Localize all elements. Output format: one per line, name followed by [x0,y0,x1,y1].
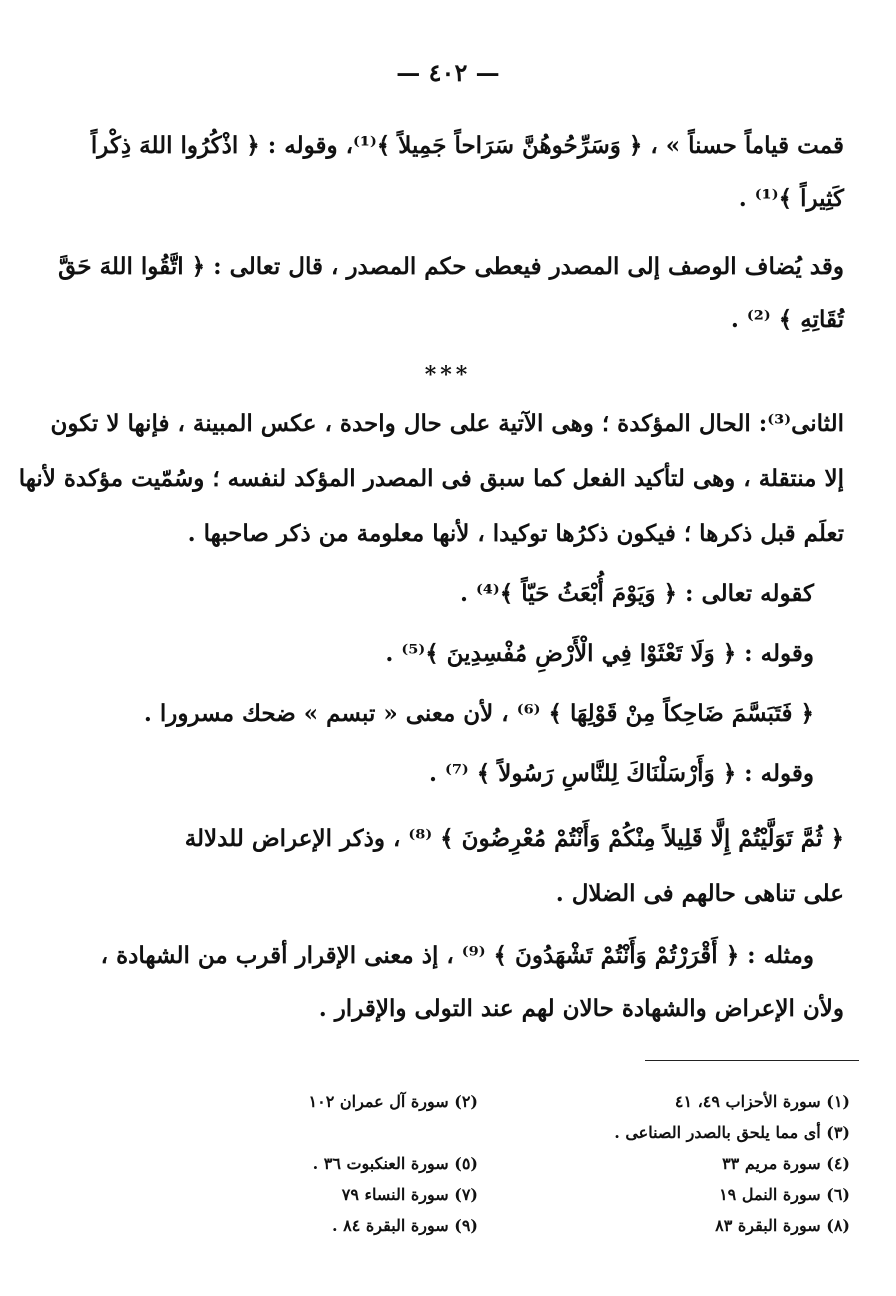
footnote-9: (٩) سورة البقرة ٨٤ . [331,1216,478,1235]
footnote-6: (٦) سورة النمل ١٩ [719,1185,850,1204]
page-number: — ٤٠٢ — [396,58,500,87]
example-line2: وقوله : ﴿ وَلَا تَعْثَوْا فِي الْأَرْضِ مُفْسِدِينَ ﴾⁽⁵⁾ . [385,640,814,667]
example-line6: على تناهى حالهم فى الضلال . [555,880,844,907]
example-line3: ﴿ فَتَبَسَّمَ ضَاحِكاً مِنْ قَوْلِهَا ﴾ ⁽⁶⁾ ، لأن معنى « تبسم » ضحك مسرورا . [143,700,814,727]
footnote-4: (٤) سورة مريم ٣٣ [722,1154,850,1173]
footnote-divider [645,1060,859,1061]
section-separator: *** [424,362,472,388]
example-line5: ﴿ ثُمَّ تَوَلَّيْتُمْ إِلَّا قَلِيلاً مِنْكُمْ وَأَنْتُمْ مُعْرِضُونَ ﴾ ⁽⁸⁾ ، وذكر الإعراض للدلالة [184,825,844,852]
footnote-row [270,1092,850,1120]
footnote-row [270,1216,850,1244]
example-line4: وقوله : ﴿ وَأَرْسَلْنَاكَ لِلنَّاسِ رَسُولاً ﴾ ⁽⁷⁾ . [428,760,814,787]
footnote-8: (٨) سورة البقرة ٨٣ [715,1216,850,1235]
footnote-1: (١) سورة الأحزاب ٤٩، ٤١ [674,1092,850,1111]
footnote-row [270,1185,850,1213]
paragraph3-line1: الثانى⁽³⁾: الحال المؤكدة ؛ وهى الآتية على حال واحدة ، عكس المبينة ، فإنها لا تكون [50,410,844,437]
footnote-3: (٣) أى مما يلحق بالصدر الصناعى . [614,1123,850,1142]
footnote-row [270,1123,850,1151]
footnote-2: (٢) سورة آل عمران ١٠٢ [308,1092,478,1111]
paragraph1-line2: كَثِيراً ﴾⁽¹⁾ . [738,185,844,212]
footnote-7: (٧) سورة النساء ٧٩ [341,1185,478,1204]
paragraph1-line1: قمت قياماً حسناً » ، ﴿ وَسَرِّحُوهُنَّ سَرَاحاً جَمِيلاً ﴾⁽¹⁾، وقوله : ﴿ اذْكُرُوا اللهَ ذِكْراً [90,132,844,159]
paragraph2-line1: وقد يُضاف الوصف إلى المصدر فيعطى حكم المصدر ، قال تعالى : ﴿ اتَّقُوا اللهَ حَقَّ [58,253,844,280]
paragraph3-line3: تعلَم قبل ذكرها ؛ فيكون ذكرُها توكيدا ، لأنها معلومة من ذكر صاحبها . [187,520,844,547]
example-line7: ومثله : ﴿ أَقْرَرْتُمْ وَأَنْتُمْ تَشْهَدُونَ ﴾ ⁽⁹⁾ ، إذ معنى الإقرار أقرب من الشهادة ، [100,942,814,969]
footnote-row [270,1154,850,1182]
paragraph2-line2: تُقَاتِهِ ﴾ ⁽²⁾ . [730,306,844,333]
footnote-5: (٥) سورة العنكبوت ٣٦ . [312,1154,478,1173]
paragraph3-line2: إلا منتقلة ، وهى لتأكيد الفعل كما سبق فى المصدر المؤكد لنفسه ؛ وسُمّيت مؤكدة لأنها [18,465,844,492]
example-line1: كقوله تعالى : ﴿ وَيَوْمَ أُبْعَثُ حَيّاً ﴾⁽⁴⁾ . [459,580,814,607]
example-line8: ولأن الإعراض والشهادة حالان لهم عند التولى والإقرار . [318,995,844,1022]
